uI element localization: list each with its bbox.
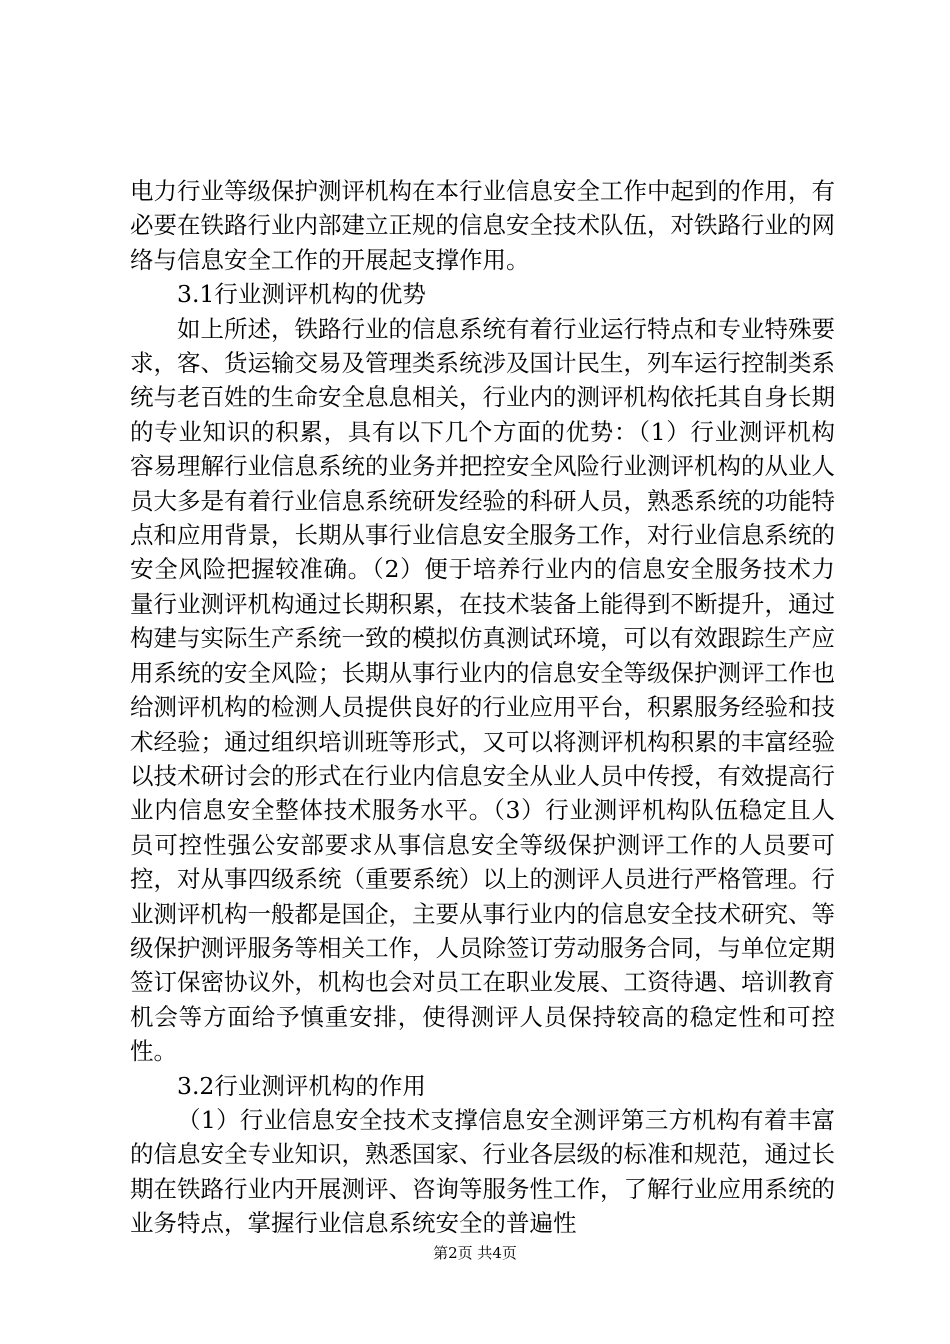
- paragraph-role: （1）行业信息安全技术支撑信息安全测评第三方机构有着丰富的信息安全专业知识，熟悉国家、行业各层级的标准和规范，通过长期在铁路行业内开展测评、咨询等服务性工作，了解行业应用系统的业务特点，掌握行业信息系统安全的普遍性: [130, 1105, 835, 1238]
- section-heading-3-2: 3.2行业测评机构的作用: [177, 1071, 426, 1100]
- paragraph-continuation: 电力行业等级保护测评机构在本行业信息安全工作中起到的作用，有必要在铁路行业内部建立正规的信息安全技术队伍，对铁路行业的网络与信息安全工作的开展起支撑作用。: [130, 177, 835, 274]
- document-body: [130, 174, 835, 1241]
- paragraph-advantages: 如上所述，铁路行业的信息系统有着行业运行特点和专业特殊要求，客、货运输交易及管理类系统涉及国计民生，列车运行控制类系统与老百姓的生命安全息息相关，行业内的测评机构依托其自身长期的专业知识的积累，具有以下几个方面的优势：（1）行业测评机构容易理解行业信息系统的业务并把控安全风险行业测评机构的从业人员大多是有着行业信息系统研发经验的科研人员，熟悉系统的功能特点和应用背景，长期从事行业信息安全服务工作，对行业信息系统的安全风险把握较准确。（2）便于培养行业内的信息安全服务技术力量行业测评机构通过长期积累，在技术装备上能得到不断提升，通过构建与实际生产系统一致的模拟仿真测试环境，可以有效跟踪生产应用系统的安全风险；长期从事行业内的信息安全等级保护测评工作也给测评机构的检测人员提供良好的行业应用平台，积累服务经验和技术经验；通过组织培训班等形式，又可以将测评机构积累的丰富经验以技术研讨会的形式在行业内信息安全从业人员中传授，有效提高行业内信息安全整体技术服务水平。（3）行业测评机构队伍稳定且人员可控性强公安部要求从事信息安全等级保护测评工作的人员要可控，对从事四级系统（重要系统）以上的测评人员进行严格管理。行业测评机构一般都是国企，主要从事行业内的信息安全技术研究、等级保护测评服务等相关工作，人员除签订劳动服务合同，与单位定期签订保密协议外，机构也会对员工在职业发展、工资待遇、培训教育机会等方面给予慎重安排，使得测评人员保持较高的稳定性和可控性。: [130, 314, 835, 1066]
- page-footer: 第2页 共4页: [433, 1244, 517, 1262]
- section-heading-3-1: 3.1行业测评机构的优势: [177, 280, 426, 309]
